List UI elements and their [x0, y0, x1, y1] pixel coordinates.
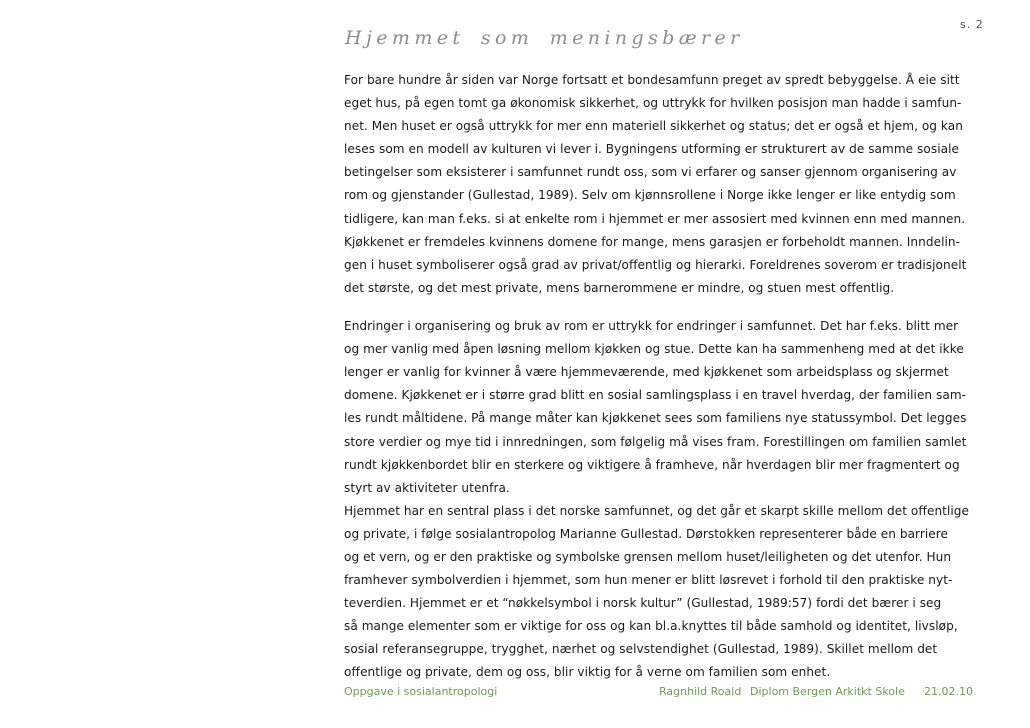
text-line: tidligere, kan man f.eks. si at enkelte rom i hjemmet er mer assosiert med kvinnen enn med mannen.: [344, 211, 966, 226]
text-line: og et vern, og er den praktiske og symbolske grensen mellom huset/leiligheten og det utenfor. Hun: [344, 549, 952, 564]
text-line: Kjøkkenet er fremdeles kvinnens domene for mange, mens garasjen er forbeholdt mannen. Inndelin-: [344, 234, 961, 249]
text-line: gen i huset symboliserer også grad av privat/offentlig og hierarki. Foreldrenes soverom er tradisjonelt: [344, 257, 967, 272]
footer-author: Ragnhild Roald: [659, 685, 742, 698]
text-line: les rundt måltidene. På mange måter kan kjøkkenet sees som familiens nye statussymbol. Det legges: [344, 411, 967, 426]
page-title: Hjemmet som meningsbærer: [345, 27, 744, 49]
text-line: rom og gjenstander (Gullestad, 1989). Selv om kjønnsrollene i Norge ikke lenger er like entydig som: [344, 188, 956, 203]
page-footer: [344, 685, 984, 701]
text-line: lenger er vanlig for kvinner å være hjemmeværende, med kjøkkenet som arbeidsplass og skjermet: [344, 365, 949, 380]
text-line: styrt av aktiviteter utenfra.: [344, 480, 510, 495]
text-line: så mange elementer som er viktige for oss og kan bl.a.knyttes til både samhold og identitet, livsløp,: [344, 619, 958, 634]
text-line: og mer vanlig med åpen løsning mellom kjøkken og stue. Dette kan ha sammenheng med at det ikke: [344, 342, 964, 357]
text-line: sosial referansegruppe, trygghet, nærhet og selvstendighet (Gullestad, 1989). Skillet mellom det: [344, 642, 938, 657]
text-line: eget hus, på egen tomt ga økonomisk sikkerhet, og uttrykk for hvilken posisjon man hadde i samfun-: [344, 96, 962, 111]
text-line: det største, og det mest private, mens barnerommene er mindre, og stuen mest offentlig.: [344, 280, 895, 295]
footer-date: 21.02.10: [924, 685, 973, 698]
page-number: s. 2: [960, 18, 984, 31]
paragraph: [344, 319, 992, 689]
text-line: rundt kjøkkenbordet blir en sterkere og viktigere å framheve, når hverdagen blir mer fragmentert og: [344, 457, 960, 472]
text-line: og private, i følge sosialantropolog Marianne Gullestad. Dørstokken representerer både en barriere: [344, 526, 949, 541]
footer-school: Diplom Bergen Arkitkt Skole: [750, 685, 905, 698]
body-text: [344, 73, 992, 689]
text-line: framhever symbolverdien i hjemmet, som hun mener er blitt løsrevet i forhold til den praktiske nyt-: [344, 573, 953, 588]
text-line: For bare hundre år siden var Norge fortsatt et bondesamfunn preget av spredt bebyggelse. Å eie sitt: [344, 73, 960, 87]
text-line: Endringer i organisering og bruk av rom er uttrykk for endringer i samfunnet. Det har f.eks. blitt mer: [344, 319, 959, 334]
text-line: leses som en modell av kulturen vi lever i. Bygningens utforming er strukturert av de samme sosiale: [344, 142, 959, 157]
text-line: teverdien. Hjemmet er et “nøkkelsymbol i norsk kultur” (Gullestad, 1989:57) fordi det bærer i seg: [344, 596, 942, 611]
text-line: net. Men huset er også uttrykk for mer enn materiell sikkerhet og status; det er også et hjem, og kan: [344, 119, 963, 134]
paragraph: [344, 73, 992, 304]
paragraph-gap: [344, 304, 992, 319]
text-line: Hjemmet har en sentral plass i det norske samfunnet, og det går et skarpt skille mellom det offentlige: [344, 503, 969, 518]
text-line: offentlige og private, dem og oss, blir viktig for å verne om familien som enhet.: [344, 665, 831, 680]
text-line: store verdier og mye tid i innredningen, som følgelig må vises fram. Forestillingen om familien samlet: [344, 434, 967, 449]
text-line: domene. Kjøkkenet er i større grad blitt en sosial samlingsplass i en travel hverdag, der familien sam-: [344, 388, 967, 403]
text-line: betingelser som eksisterer i samfunnet rundt oss, som vi erfarer og sanser gjennom organisering av: [344, 165, 957, 180]
footer-course: Oppgave i sosialantropologi: [344, 685, 498, 698]
